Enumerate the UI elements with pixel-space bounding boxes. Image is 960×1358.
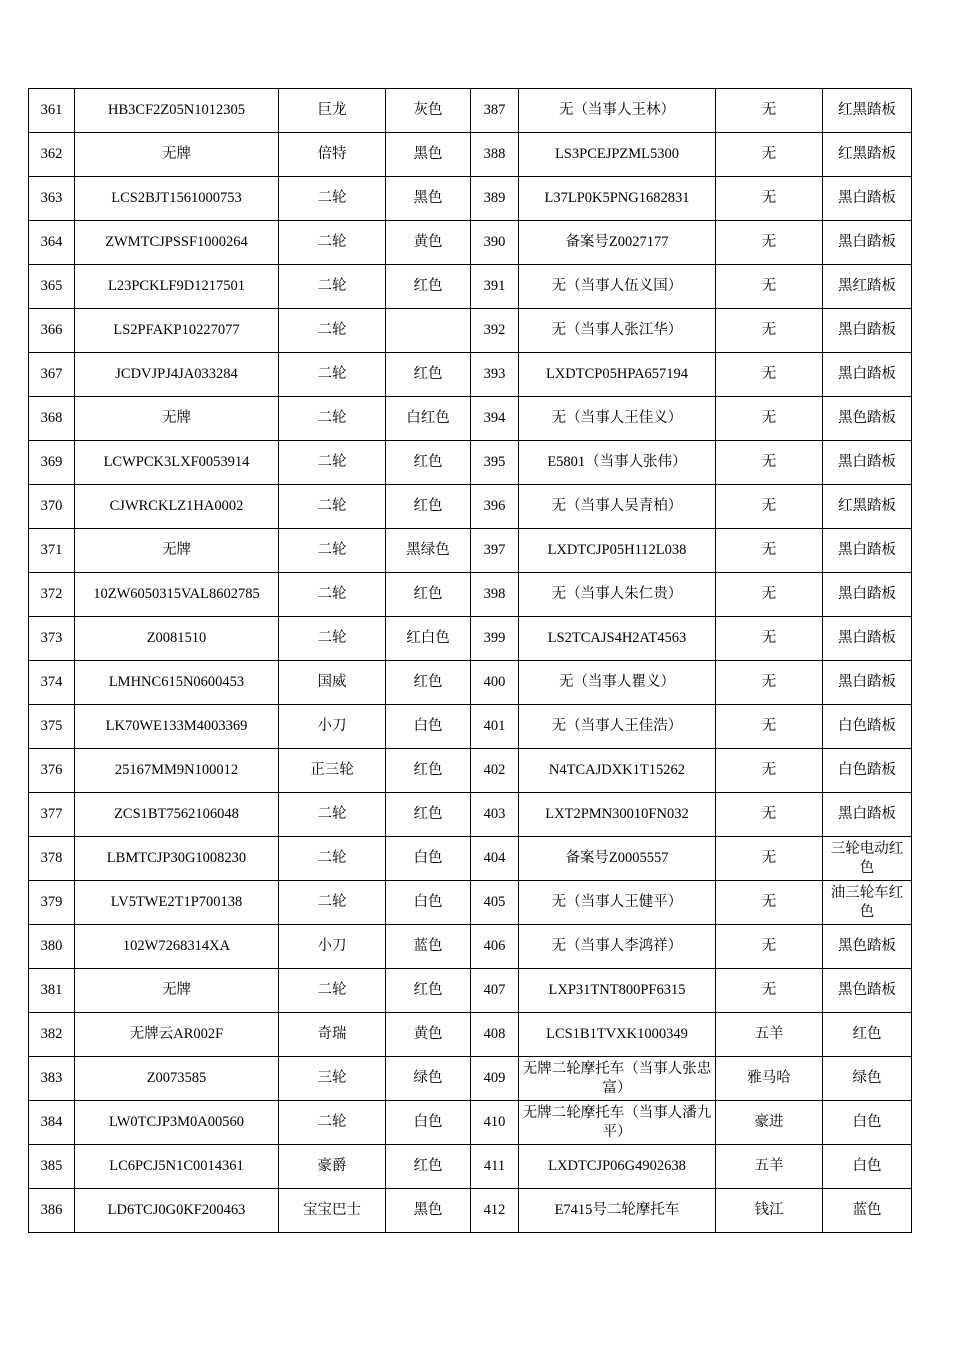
row-index-right: 397 [471,529,519,573]
brand-left: 奇瑞 [279,1013,386,1057]
vin-right: 无（当事人伍义国） [519,265,716,309]
color-left: 白色 [386,881,471,925]
brand-right: 无 [716,441,823,485]
color-right: 油三轮车红色 [823,881,912,925]
row-index-left: 373 [29,617,75,661]
color-left: 黄色 [386,1013,471,1057]
color-left: 白红色 [386,397,471,441]
color-left: 白色 [386,705,471,749]
color-left: 黄色 [386,221,471,265]
row-index-left: 375 [29,705,75,749]
row-index-right: 398 [471,573,519,617]
vin-right: 无（当事人王林） [519,89,716,133]
vin-right: LS3PCEJPZML5300 [519,133,716,177]
row-index-left: 367 [29,353,75,397]
row-index-left: 364 [29,221,75,265]
brand-right: 钱江 [716,1189,823,1233]
brand-right: 无 [716,177,823,221]
brand-left: 二轮 [279,353,386,397]
table-row [29,221,912,265]
vin-right: 无（当事人王健平） [519,881,716,925]
color-right: 绿色 [823,1057,912,1101]
row-index-left: 372 [29,573,75,617]
vin-left: CJWRCKLZ1HA0002 [75,485,279,529]
table-row [29,485,912,529]
brand-right: 五羊 [716,1145,823,1189]
row-index-right: 400 [471,661,519,705]
color-left: 红色 [386,749,471,793]
vin-right: 备案号Z0005557 [519,837,716,881]
table-row [29,1101,912,1145]
vin-right: 无（当事人王佳义） [519,397,716,441]
table-row [29,1145,912,1189]
color-left: 红色 [386,573,471,617]
row-index-left: 362 [29,133,75,177]
color-right: 黑红踏板 [823,265,912,309]
brand-right: 无 [716,573,823,617]
row-index-right: 394 [471,397,519,441]
vin-left: JCDVJPJ4JA033284 [75,353,279,397]
table-row [29,441,912,485]
row-index-right: 399 [471,617,519,661]
vin-left: HB3CF2Z05N1012305 [75,89,279,133]
row-index-left: 384 [29,1101,75,1145]
vin-left: Z0081510 [75,617,279,661]
table-row [29,881,912,925]
row-index-right: 396 [471,485,519,529]
color-left: 黑色 [386,1189,471,1233]
brand-right: 无 [716,529,823,573]
registration-table-container [28,88,911,1233]
table-row [29,177,912,221]
color-right: 黑色踏板 [823,969,912,1013]
vin-left: LW0TCJP3M0A00560 [75,1101,279,1145]
brand-left: 二轮 [279,265,386,309]
vin-left: LCWPCK3LXF0053914 [75,441,279,485]
brand-left: 二轮 [279,1101,386,1145]
row-index-right: 412 [471,1189,519,1233]
table-row [29,749,912,793]
vin-right: LXT2PMN30010FN032 [519,793,716,837]
brand-right: 无 [716,749,823,793]
color-left: 蓝色 [386,925,471,969]
brand-right: 无 [716,485,823,529]
brand-left: 二轮 [279,441,386,485]
vin-left: 10ZW6050315VAL8602785 [75,573,279,617]
color-right: 黑白踏板 [823,529,912,573]
brand-right: 无 [716,969,823,1013]
table-row [29,925,912,969]
brand-left: 正三轮 [279,749,386,793]
vin-left: L23PCKLF9D1217501 [75,265,279,309]
vin-left: 无牌 [75,133,279,177]
brand-right: 无 [716,397,823,441]
brand-right: 雅马哈 [716,1057,823,1101]
table-row [29,617,912,661]
brand-left: 二轮 [279,969,386,1013]
color-right: 白色踏板 [823,749,912,793]
vin-right: 无（当事人朱仁贵） [519,573,716,617]
row-index-right: 395 [471,441,519,485]
brand-right: 无 [716,617,823,661]
vin-left: LCS2BJT1561000753 [75,177,279,221]
color-left: 红色 [386,353,471,397]
table-body [29,89,912,1233]
vin-right: 无（当事人吴青柏） [519,485,716,529]
color-right: 黑白踏板 [823,573,912,617]
vin-right: 备案号Z0027177 [519,221,716,265]
row-index-left: 368 [29,397,75,441]
row-index-left: 369 [29,441,75,485]
vin-left: 无牌 [75,397,279,441]
row-index-left: 361 [29,89,75,133]
color-right: 红色 [823,1013,912,1057]
color-right: 黑白踏板 [823,221,912,265]
row-index-left: 365 [29,265,75,309]
brand-left: 二轮 [279,221,386,265]
table-row [29,969,912,1013]
table-row [29,837,912,881]
color-left: 红色 [386,265,471,309]
brand-left: 二轮 [279,793,386,837]
color-right: 黑白踏板 [823,441,912,485]
vin-left: 无牌 [75,529,279,573]
table-row [29,573,912,617]
color-right: 黑白踏板 [823,309,912,353]
brand-right: 无 [716,661,823,705]
color-left: 白色 [386,1101,471,1145]
table-row [29,397,912,441]
row-index-right: 410 [471,1101,519,1145]
vin-right: LCS1B1TVXK1000349 [519,1013,716,1057]
row-index-right: 389 [471,177,519,221]
vin-left: Z0073585 [75,1057,279,1101]
brand-right: 豪进 [716,1101,823,1145]
vin-right: LXDTCP05HPA657194 [519,353,716,397]
vin-left: LS2PFAKP10227077 [75,309,279,353]
brand-right: 无 [716,133,823,177]
brand-right: 无 [716,837,823,881]
table-row [29,661,912,705]
brand-left: 二轮 [279,309,386,353]
color-right: 黑白踏板 [823,661,912,705]
brand-left: 二轮 [279,485,386,529]
brand-left: 小刀 [279,705,386,749]
color-right: 黑白踏板 [823,793,912,837]
color-left: 红色 [386,661,471,705]
color-right: 白色 [823,1145,912,1189]
row-index-left: 379 [29,881,75,925]
color-left: 红色 [386,969,471,1013]
brand-left: 巨龙 [279,89,386,133]
row-index-left: 374 [29,661,75,705]
vin-right: LXDTCJP06G4902638 [519,1145,716,1189]
brand-right: 无 [716,925,823,969]
brand-left: 二轮 [279,177,386,221]
vin-right: 无（当事人张江华） [519,309,716,353]
color-left: 红色 [386,441,471,485]
row-index-right: 408 [471,1013,519,1057]
row-index-left: 380 [29,925,75,969]
color-left: 红白色 [386,617,471,661]
vin-left: LD6TCJ0G0KF200463 [75,1189,279,1233]
row-index-right: 401 [471,705,519,749]
brand-left: 二轮 [279,397,386,441]
vin-right: E5801（当事人张伟） [519,441,716,485]
row-index-left: 381 [29,969,75,1013]
vin-right: L37LP0K5PNG1682831 [519,177,716,221]
row-index-left: 376 [29,749,75,793]
brand-left: 二轮 [279,529,386,573]
color-left: 绿色 [386,1057,471,1101]
row-index-right: 392 [471,309,519,353]
brand-right: 无 [716,881,823,925]
table-row [29,265,912,309]
row-index-left: 383 [29,1057,75,1101]
row-index-right: 405 [471,881,519,925]
vin-right: 无牌二轮摩托车（当事人潘九平） [519,1101,716,1145]
vehicle-registration-table [28,88,912,1233]
row-index-right: 411 [471,1145,519,1189]
color-right: 黑色踏板 [823,397,912,441]
row-index-left: 366 [29,309,75,353]
brand-right: 无 [716,89,823,133]
brand-left: 二轮 [279,617,386,661]
row-index-left: 385 [29,1145,75,1189]
row-index-left: 378 [29,837,75,881]
row-index-left: 386 [29,1189,75,1233]
brand-left: 宝宝巴士 [279,1189,386,1233]
vin-right: N4TCAJDXK1T15262 [519,749,716,793]
row-index-left: 363 [29,177,75,221]
row-index-right: 388 [471,133,519,177]
vin-right: LXDTCJP05H112L038 [519,529,716,573]
vin-left: LMHNC615N0600453 [75,661,279,705]
vin-left: ZWMTCJPSSF1000264 [75,221,279,265]
row-index-left: 371 [29,529,75,573]
row-index-right: 406 [471,925,519,969]
color-left [386,309,471,353]
vin-left: LK70WE133M4003369 [75,705,279,749]
color-right: 红黑踏板 [823,89,912,133]
color-left: 红色 [386,485,471,529]
vin-right: LXP31TNT800PF6315 [519,969,716,1013]
row-index-left: 377 [29,793,75,837]
row-index-left: 370 [29,485,75,529]
color-right: 黑白踏板 [823,177,912,221]
row-index-right: 387 [471,89,519,133]
row-index-right: 407 [471,969,519,1013]
row-index-right: 391 [471,265,519,309]
brand-right: 无 [716,793,823,837]
color-right: 黑白踏板 [823,353,912,397]
vin-left: LC6PCJ5N1C0014361 [75,1145,279,1189]
brand-left: 二轮 [279,881,386,925]
vin-right: E7415号二轮摩托车 [519,1189,716,1233]
color-left: 红色 [386,793,471,837]
table-row [29,89,912,133]
brand-left: 三轮 [279,1057,386,1101]
row-index-right: 390 [471,221,519,265]
row-index-right: 402 [471,749,519,793]
color-right: 红黑踏板 [823,485,912,529]
brand-left: 二轮 [279,837,386,881]
vin-left: LBMTCJP30G1008230 [75,837,279,881]
color-left: 黑绿色 [386,529,471,573]
row-index-right: 403 [471,793,519,837]
table-row [29,1057,912,1101]
vin-right: 无（当事人王佳浩） [519,705,716,749]
row-index-right: 404 [471,837,519,881]
color-right: 黑白踏板 [823,617,912,661]
color-left: 白色 [386,837,471,881]
table-row [29,1013,912,1057]
color-right: 黑色踏板 [823,925,912,969]
brand-right: 无 [716,309,823,353]
vin-right: 无（当事人李鸿祥） [519,925,716,969]
color-right: 红黑踏板 [823,133,912,177]
color-left: 灰色 [386,89,471,133]
vin-right: 无牌二轮摩托车（当事人张忠富） [519,1057,716,1101]
brand-right: 无 [716,221,823,265]
brand-left: 倍特 [279,133,386,177]
table-row [29,705,912,749]
vin-left: LV5TWE2T1P700138 [75,881,279,925]
row-index-left: 382 [29,1013,75,1057]
row-index-right: 409 [471,1057,519,1101]
vin-left: 无牌云AR002F [75,1013,279,1057]
vin-right: LS2TCAJS4H2AT4563 [519,617,716,661]
table-row [29,793,912,837]
vin-left: 无牌 [75,969,279,1013]
color-left: 红色 [386,1145,471,1189]
vin-left: 102W7268314XA [75,925,279,969]
brand-right: 五羊 [716,1013,823,1057]
color-left: 黑色 [386,177,471,221]
brand-right: 无 [716,265,823,309]
brand-left: 国威 [279,661,386,705]
brand-right: 无 [716,705,823,749]
table-row [29,353,912,397]
color-right: 三轮电动红色 [823,837,912,881]
table-row [29,133,912,177]
brand-right: 无 [716,353,823,397]
vin-right: 无（当事人瞿义） [519,661,716,705]
brand-left: 小刀 [279,925,386,969]
table-row [29,529,912,573]
color-right: 白色踏板 [823,705,912,749]
color-right: 白色 [823,1101,912,1145]
color-right: 蓝色 [823,1189,912,1233]
vin-left: 25167MM9N100012 [75,749,279,793]
brand-left: 豪爵 [279,1145,386,1189]
row-index-right: 393 [471,353,519,397]
table-row [29,309,912,353]
brand-left: 二轮 [279,573,386,617]
color-left: 黑色 [386,133,471,177]
table-row [29,1189,912,1233]
vin-left: ZCS1BT7562106048 [75,793,279,837]
